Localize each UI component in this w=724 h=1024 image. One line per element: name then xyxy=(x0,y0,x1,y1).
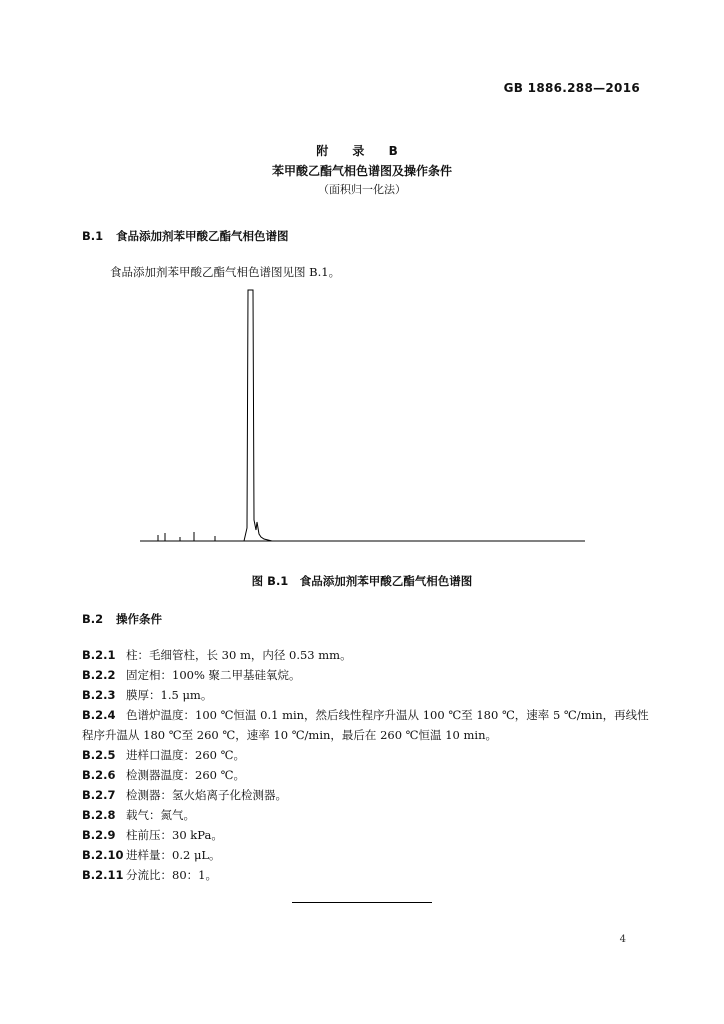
condition-item xyxy=(82,825,662,845)
condition-number: B.2.3 xyxy=(82,688,116,702)
main-peak xyxy=(244,290,272,541)
condition-number: B.2.7 xyxy=(82,788,116,802)
condition-item xyxy=(82,845,662,865)
condition-text: 色谱炉温度：100 ℃恒温 0.1 min，然后线性程序升温从 100 ℃至 180 ℃，速率 5 ℃/min，再线性 xyxy=(126,708,649,722)
condition-text: 检测器温度：260 ℃。 xyxy=(126,768,245,782)
condition-text: 进样量：0.2 μL。 xyxy=(126,848,221,862)
condition-item xyxy=(82,805,662,825)
condition-text: 检测器：氢火焰离子化检测器。 xyxy=(126,788,287,802)
section-title: 食品添加剂苯甲酸乙酯气相色谱图 xyxy=(116,229,289,243)
page-number: 4 xyxy=(619,934,626,945)
condition-text: 柱前压：30 kPa。 xyxy=(126,828,223,842)
condition-number: B.2.6 xyxy=(82,768,116,782)
condition-item xyxy=(82,865,662,885)
condition-text: 固定相：100% 聚二甲基硅氧烷。 xyxy=(126,668,301,682)
end-rule xyxy=(292,902,432,903)
section-b2-heading xyxy=(82,611,162,627)
appendix-subtitle: （面积归一化法） xyxy=(318,183,406,196)
section-b1-intro: 食品添加剂苯甲酸乙酯气相色谱图见图 B.1。 xyxy=(110,265,341,279)
condition-item xyxy=(82,705,662,745)
condition-number: B.2.11 xyxy=(82,868,124,882)
condition-number: B.2.8 xyxy=(82,808,116,822)
condition-item xyxy=(82,765,662,785)
condition-item xyxy=(82,665,662,685)
section-title: 操作条件 xyxy=(116,612,162,626)
condition-number: B.2.9 xyxy=(82,828,116,842)
condition-number: B.2.5 xyxy=(82,748,116,762)
condition-text: 进样口温度：260 ℃。 xyxy=(126,748,245,762)
section-number: B.1 xyxy=(82,229,104,243)
condition-text: 分流比：80：1。 xyxy=(126,868,217,882)
standard-number: GB 1886.288—2016 xyxy=(503,81,640,95)
section-number: B.2 xyxy=(82,612,104,626)
condition-item xyxy=(82,745,662,765)
condition-text-continued: 程序升温从 180 ℃至 260 ℃，速率 10 ℃/min，最后在 260 ℃恒温 10 min。 xyxy=(82,728,497,742)
condition-text: 柱：毛细管柱，长 30 m，内径 0.53 mm。 xyxy=(126,648,352,662)
condition-text: 膜厚：1.5 μm。 xyxy=(126,688,213,702)
figure-caption: 图 B.1 食品添加剂苯甲酸乙酯气相色谱图 xyxy=(251,574,473,588)
condition-number: B.2.1 xyxy=(82,648,116,662)
appendix-title: 苯甲酸乙酯气相色谱图及操作条件 xyxy=(271,164,452,178)
condition-number: B.2.2 xyxy=(82,668,116,682)
appendix-label: 附 录 B xyxy=(316,144,408,158)
condition-item xyxy=(82,785,662,805)
condition-text: 载气：氮气。 xyxy=(126,808,195,822)
condition-item xyxy=(82,685,662,705)
condition-number: B.2.10 xyxy=(82,848,124,862)
condition-number: B.2.4 xyxy=(82,708,116,722)
condition-item xyxy=(82,645,662,665)
